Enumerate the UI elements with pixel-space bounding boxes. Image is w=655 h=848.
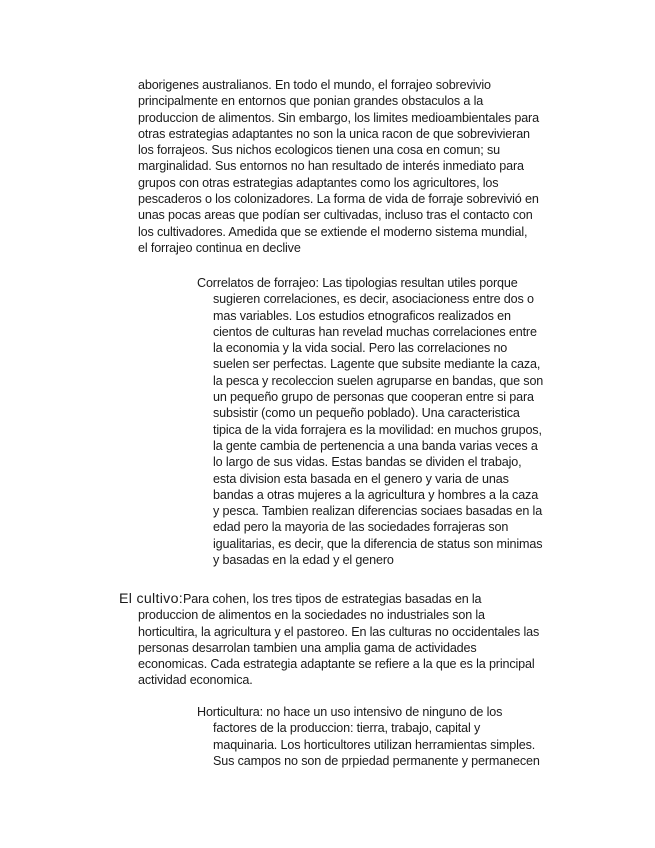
horticultura-paragraph [213,720,540,769]
text-line: factores de la produccion: tierra, trabajo, capital y [213,721,481,736]
text-line: otras estrategias adaptantes no son la unica racon de que sobrevivieran [138,126,530,141]
text-line: la pesca y recoleccion suelen agruparse en bandas, que son [213,373,544,388]
text-line: aborigenes australianos. En todo el mundo, el forrajeo sobrevivio [138,78,491,92]
section-term: El cultivo: [119,591,184,607]
text-line: pescaderos o los colonizadores. La forma de vida de forraje sobrevivió en [138,192,539,207]
text-line: bandas a otras mujeres a la agricultura y hombres a la caza [213,487,539,502]
text-line: maquinaria. Los horticultores utilizan herramientas simples. [213,737,536,752]
text-line: y basadas en la edad y el genero [213,553,394,568]
text-line: el forrajeo continua en declive [138,240,301,255]
text-line: edad pero la mayoria de las sociedades forrajeras son [213,520,509,535]
correlatos-first-line [197,275,518,291]
text-line: principalmente en entornos que ponian grandes obstaculos a la [138,94,484,109]
text-line: los cultivadores. Amedida que se extiende el moderno sistema mundial, [138,224,528,239]
text-line [119,591,481,607]
text-line: la economia y la vida social. Pero las correlaciones no [213,341,508,356]
cultivo-paragraph [138,607,539,688]
intro-paragraph [138,77,539,256]
text-line: actividad economica. [138,673,253,688]
text-line: cientos de culturas han revelad muchas correlaciones entre [213,324,537,339]
text-line: grupos con otras estrategias adaptantes como los agricultores, los [138,175,499,190]
text-line: y pesca. Tambien realizan diferencias sociaes basadas en la [213,504,543,519]
text-line: la gente cambia de pertenencia a una banda varias veces a [213,438,538,453]
text-run: Para cohen, los tres tipos de estrategias basadas en la [183,592,482,606]
text-line: marginalidad. Sus entornos no han resultado de interés inmediato para [138,159,524,174]
text-line: economicas. Cada estrategia adaptante se refiere a la que es la principal [138,657,535,672]
text-line: Sus campos no son de prpiedad permanente y permanecen [213,753,540,768]
correlatos-paragraph [213,291,543,568]
text-line: subsistir (como un pequeño poblado). Una caracteristica [213,406,520,421]
text-line: produccion de alimentos. Sin embargo, los limites medioambientales para [138,110,539,125]
text-line: horticultira, la agricultura y el pastoreo. En las culturas no occidentales las [138,624,540,639]
text-line: los forrajeos. Sus nichos ecologicos tienen una cosa en comun; su [138,143,500,158]
text-line: sugieren correlaciones, es decir, asociacioness entre dos o [213,292,534,307]
text-line: un pequeño grupo de personas que cooperan entre si para [213,390,534,405]
horticultura-first-line [197,704,502,720]
text-line: Horticultura: no hace un uso intensivo de ninguno de los [197,705,503,719]
text-line: Correlatos de forrajeo: Las tipologias resultan utiles porque [197,276,518,290]
text-line: tipica de la vida forrajera es la movilidad: en muchos grupos, [213,422,542,437]
text-line: igualitarias, es decir, que la diferencia de status son minimas [213,536,543,551]
cultivo-first-line [119,591,481,607]
text-line: mas variables. Los estudios etnograficos realizados en [213,308,511,323]
text-line: unas pocas areas que podían ser cultivadas, incluso tras el contacto con [138,208,533,223]
text-line: lo largo de sus vidas. Estas bandas se dividen el trabajo, [213,455,522,470]
text-line: suelen ser perfectas. Lagente que subsite mediante la caza, [213,357,541,372]
text-line: esta division esta basada en el genero y varia de unas [213,471,509,486]
text-line: produccion de alimentos en la sociedades no industriales son la [138,608,485,623]
text-line: personas desarrolan tambien una amplia gama de actividades [138,640,477,655]
